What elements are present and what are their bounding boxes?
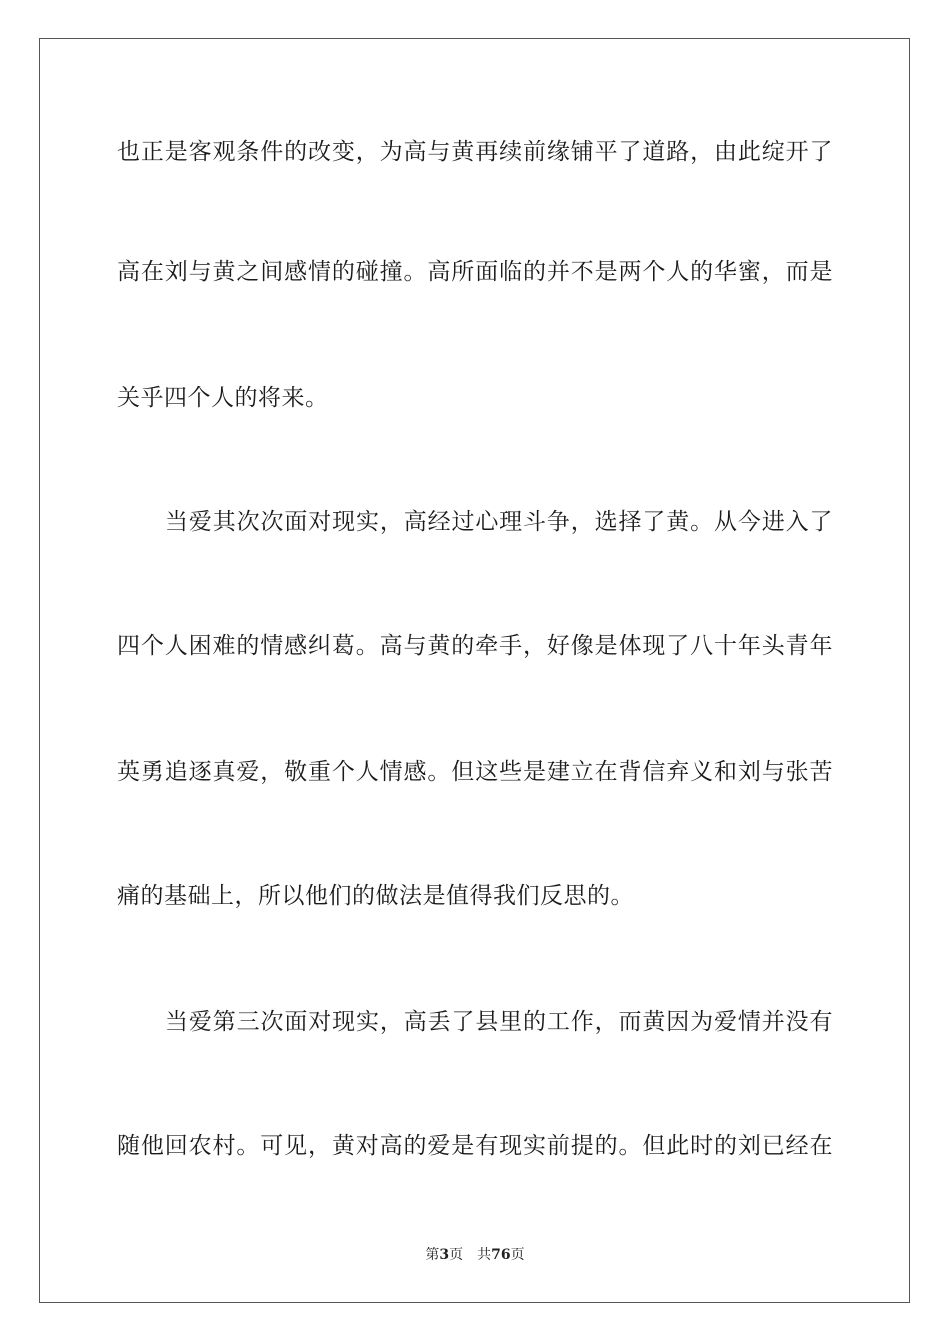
paragraph-first-line: 当爱第三次面对现实，高丢了县里的工作，而黄因为爱情并没有 <box>165 1009 833 1035</box>
page-footer <box>0 1246 950 1264</box>
page-border <box>39 38 910 1303</box>
page-suffix: 页 <box>449 1247 464 1263</box>
text-line: 英勇追逐真爱，敬重个人情感。但这些是建立在背信弃义和刘与张苦 <box>117 759 833 785</box>
text-line: 关乎四个人的将来。 <box>117 385 329 411</box>
text-line: 高在刘与黄之间感情的碰撞。高所面临的并不是两个人的华蜜，而是 <box>117 259 833 285</box>
text-line: 痛的基础上，所以他们的做法是值得我们反思的。 <box>117 883 634 909</box>
paragraph-first-line: 当爱其次次面对现实，高经过心理斗争，选择了黄。从今进入了 <box>165 509 833 535</box>
total-suffix: 页 <box>510 1247 525 1263</box>
total-pages: 76 <box>491 1247 511 1263</box>
text-line: 随他回农村。可见，黄对高的爱是有现实前提的。但此时的刘已经在 <box>117 1133 833 1159</box>
text-line: 四个人困难的情感纠葛。高与黄的牵手，好像是体现了八十年头青年 <box>117 633 833 659</box>
page-prefix: 第 <box>425 1247 440 1263</box>
text-line: 也正是客观条件的改变，为高与黄再续前缘铺平了道路，由此绽开了 <box>117 139 833 165</box>
page-number: 3 <box>439 1247 450 1263</box>
total-prefix: 共 <box>477 1247 492 1263</box>
